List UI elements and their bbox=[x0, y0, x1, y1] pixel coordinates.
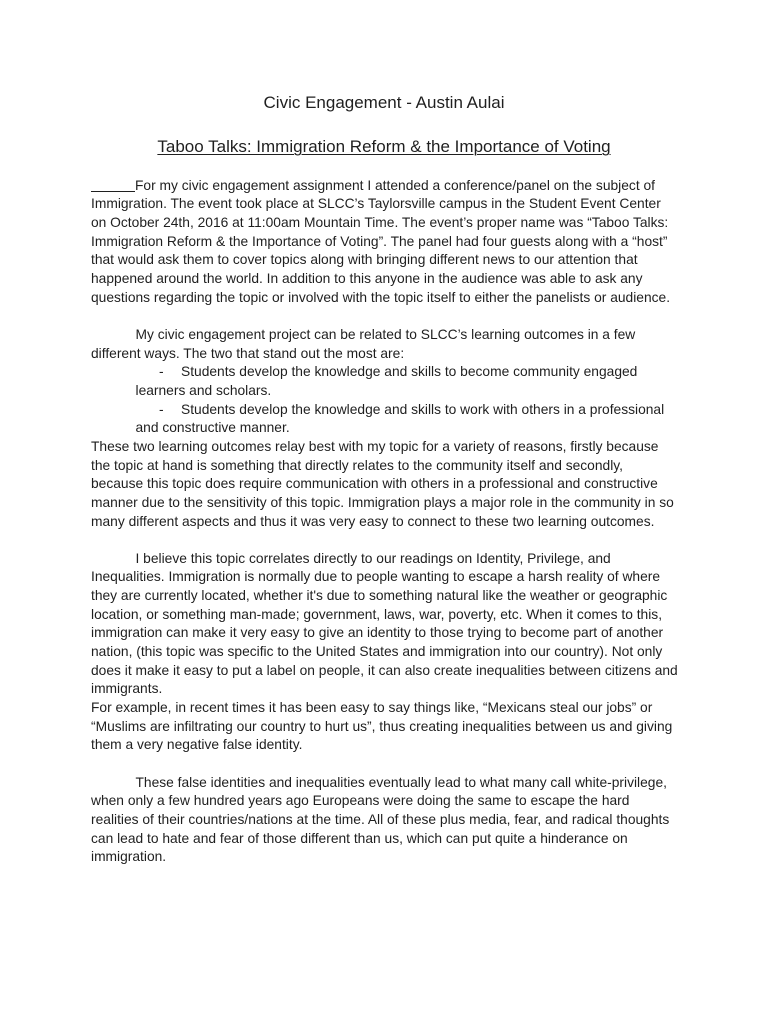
paragraph-line: can lead to hate and fear of those different than us, which can put quite a hinderance on bbox=[91, 830, 628, 846]
document-body bbox=[91, 177, 691, 867]
paragraph-line: different ways. The two that stand out the most are: bbox=[91, 345, 405, 361]
list-item-continuation: and constructive manner. bbox=[135, 420, 290, 436]
paragraph-line: the topic at hand is something that directly relates to the community itself and secondly, bbox=[91, 457, 623, 473]
paragraph-line: they are currently located, whether it's due to something natural like the weather or geographic bbox=[91, 588, 668, 604]
paragraph-examples bbox=[91, 699, 691, 755]
paragraph-line-text: For my civic engagement assignment I attended a conference/panel on the subject of bbox=[135, 177, 655, 193]
list-item bbox=[91, 401, 691, 420]
document-subtitle: Taboo Talks: Immigration Reform & the Importance of Voting bbox=[157, 137, 611, 156]
document-title: Civic Engagement - Austin Aulai bbox=[263, 93, 505, 112]
paragraph-line: them a very negative false identity. bbox=[91, 737, 303, 753]
paragraph-line: that would ask them to cover topics along with bringing different news to our attention that bbox=[91, 252, 638, 268]
paragraph-line: location, or something man-made; government, laws, war, poverty, etc. When it comes to this, bbox=[91, 606, 663, 622]
bullet-marker: - bbox=[159, 364, 164, 380]
list-item bbox=[91, 363, 691, 382]
paragraph-line: does it make it easy to put a label on people, it can also create inequalities between citizens and bbox=[91, 662, 678, 678]
paragraph-line: manner due to the sensitivity of this topic. Immigration plays a major role in the community in so bbox=[91, 494, 674, 510]
paragraph-line: happened around the world. In addition to this anyone in the audience was able to ask any bbox=[91, 270, 643, 286]
paragraph-line: immigration. bbox=[91, 849, 167, 865]
paragraph-line: on October 24th, 2016 at 11:00am Mountain Time. The event’s proper name was “Taboo Talks: bbox=[91, 215, 669, 230]
paragraph-line: My civic engagement project can be related to SLCC’s learning outcomes in a few bbox=[135, 326, 636, 342]
list-item-text: Students develop the knowledge and skills to work with others in a professional bbox=[181, 401, 665, 417]
paragraph-line: questions regarding the topic or involved with the topic itself to either the panelists or audience. bbox=[91, 289, 671, 305]
paragraph-line: many different aspects and thus it was very easy to connect to these two learning outcomes. bbox=[91, 513, 655, 529]
paragraph-line: Immigration Reform & the Importance of Voting”. The panel had four guests along with a “host” bbox=[91, 233, 668, 249]
learning-outcomes-list bbox=[91, 363, 691, 438]
paragraph-outcomes-relation bbox=[91, 438, 691, 531]
paragraph-identity-privilege bbox=[91, 550, 691, 699]
paragraph-line: nation, (this topic was specific to the United States and immigration into our country). Not only bbox=[91, 644, 663, 660]
list-item-text: Students develop the knowledge and skills to become community engaged bbox=[181, 364, 638, 380]
document-subtitle-row bbox=[0, 136, 768, 158]
paragraph-line: immigration can make it very easy to give an identity to those trying to become part of another bbox=[91, 625, 664, 641]
paragraph-line: Inequalities. Immigration is normally due to people wanting to escape a harsh reality of where bbox=[91, 569, 661, 585]
paragraph-line: realities of their countries/nations at the time. All of these plus media, fear, and radical thoughts bbox=[91, 812, 670, 827]
list-item-continuation: learners and scholars. bbox=[135, 382, 272, 398]
underlined-tab bbox=[91, 191, 135, 192]
paragraph-line bbox=[91, 177, 691, 196]
paragraph-line: I believe this topic correlates directly to our readings on Identity, Privilege, and bbox=[135, 550, 611, 566]
paragraph-learning-outcomes-intro bbox=[91, 326, 691, 363]
paragraph-line: “Muslims are infiltrating our country to hurt us”, thus creating inequalities between us and giving bbox=[91, 718, 673, 734]
paragraph-white-privilege bbox=[91, 774, 691, 867]
bullet-marker: - bbox=[159, 401, 164, 417]
paragraph-event-summary bbox=[91, 177, 691, 308]
paragraph-line: because this topic does require communication with others in a professional and constructive bbox=[91, 476, 658, 492]
paragraph-line: These two learning outcomes relay best with my topic for a variety of reasons, firstly because bbox=[91, 438, 659, 454]
paragraph-line: These false identities and inequalities eventually lead to what many call white-privilege, bbox=[135, 774, 667, 790]
paragraph-line: immigrants. bbox=[91, 681, 163, 697]
paragraph-line: Immigration. The event took place at SLCC’s Taylorsville campus in the Student Event Center bbox=[91, 196, 661, 212]
paragraph-line: For example, in recent times it has been easy to say things like, “Mexicans steal our jobs” or bbox=[91, 700, 653, 716]
paragraph-line: when only a few hundred years ago Europeans were doing the same to escape the hard bbox=[91, 793, 630, 809]
